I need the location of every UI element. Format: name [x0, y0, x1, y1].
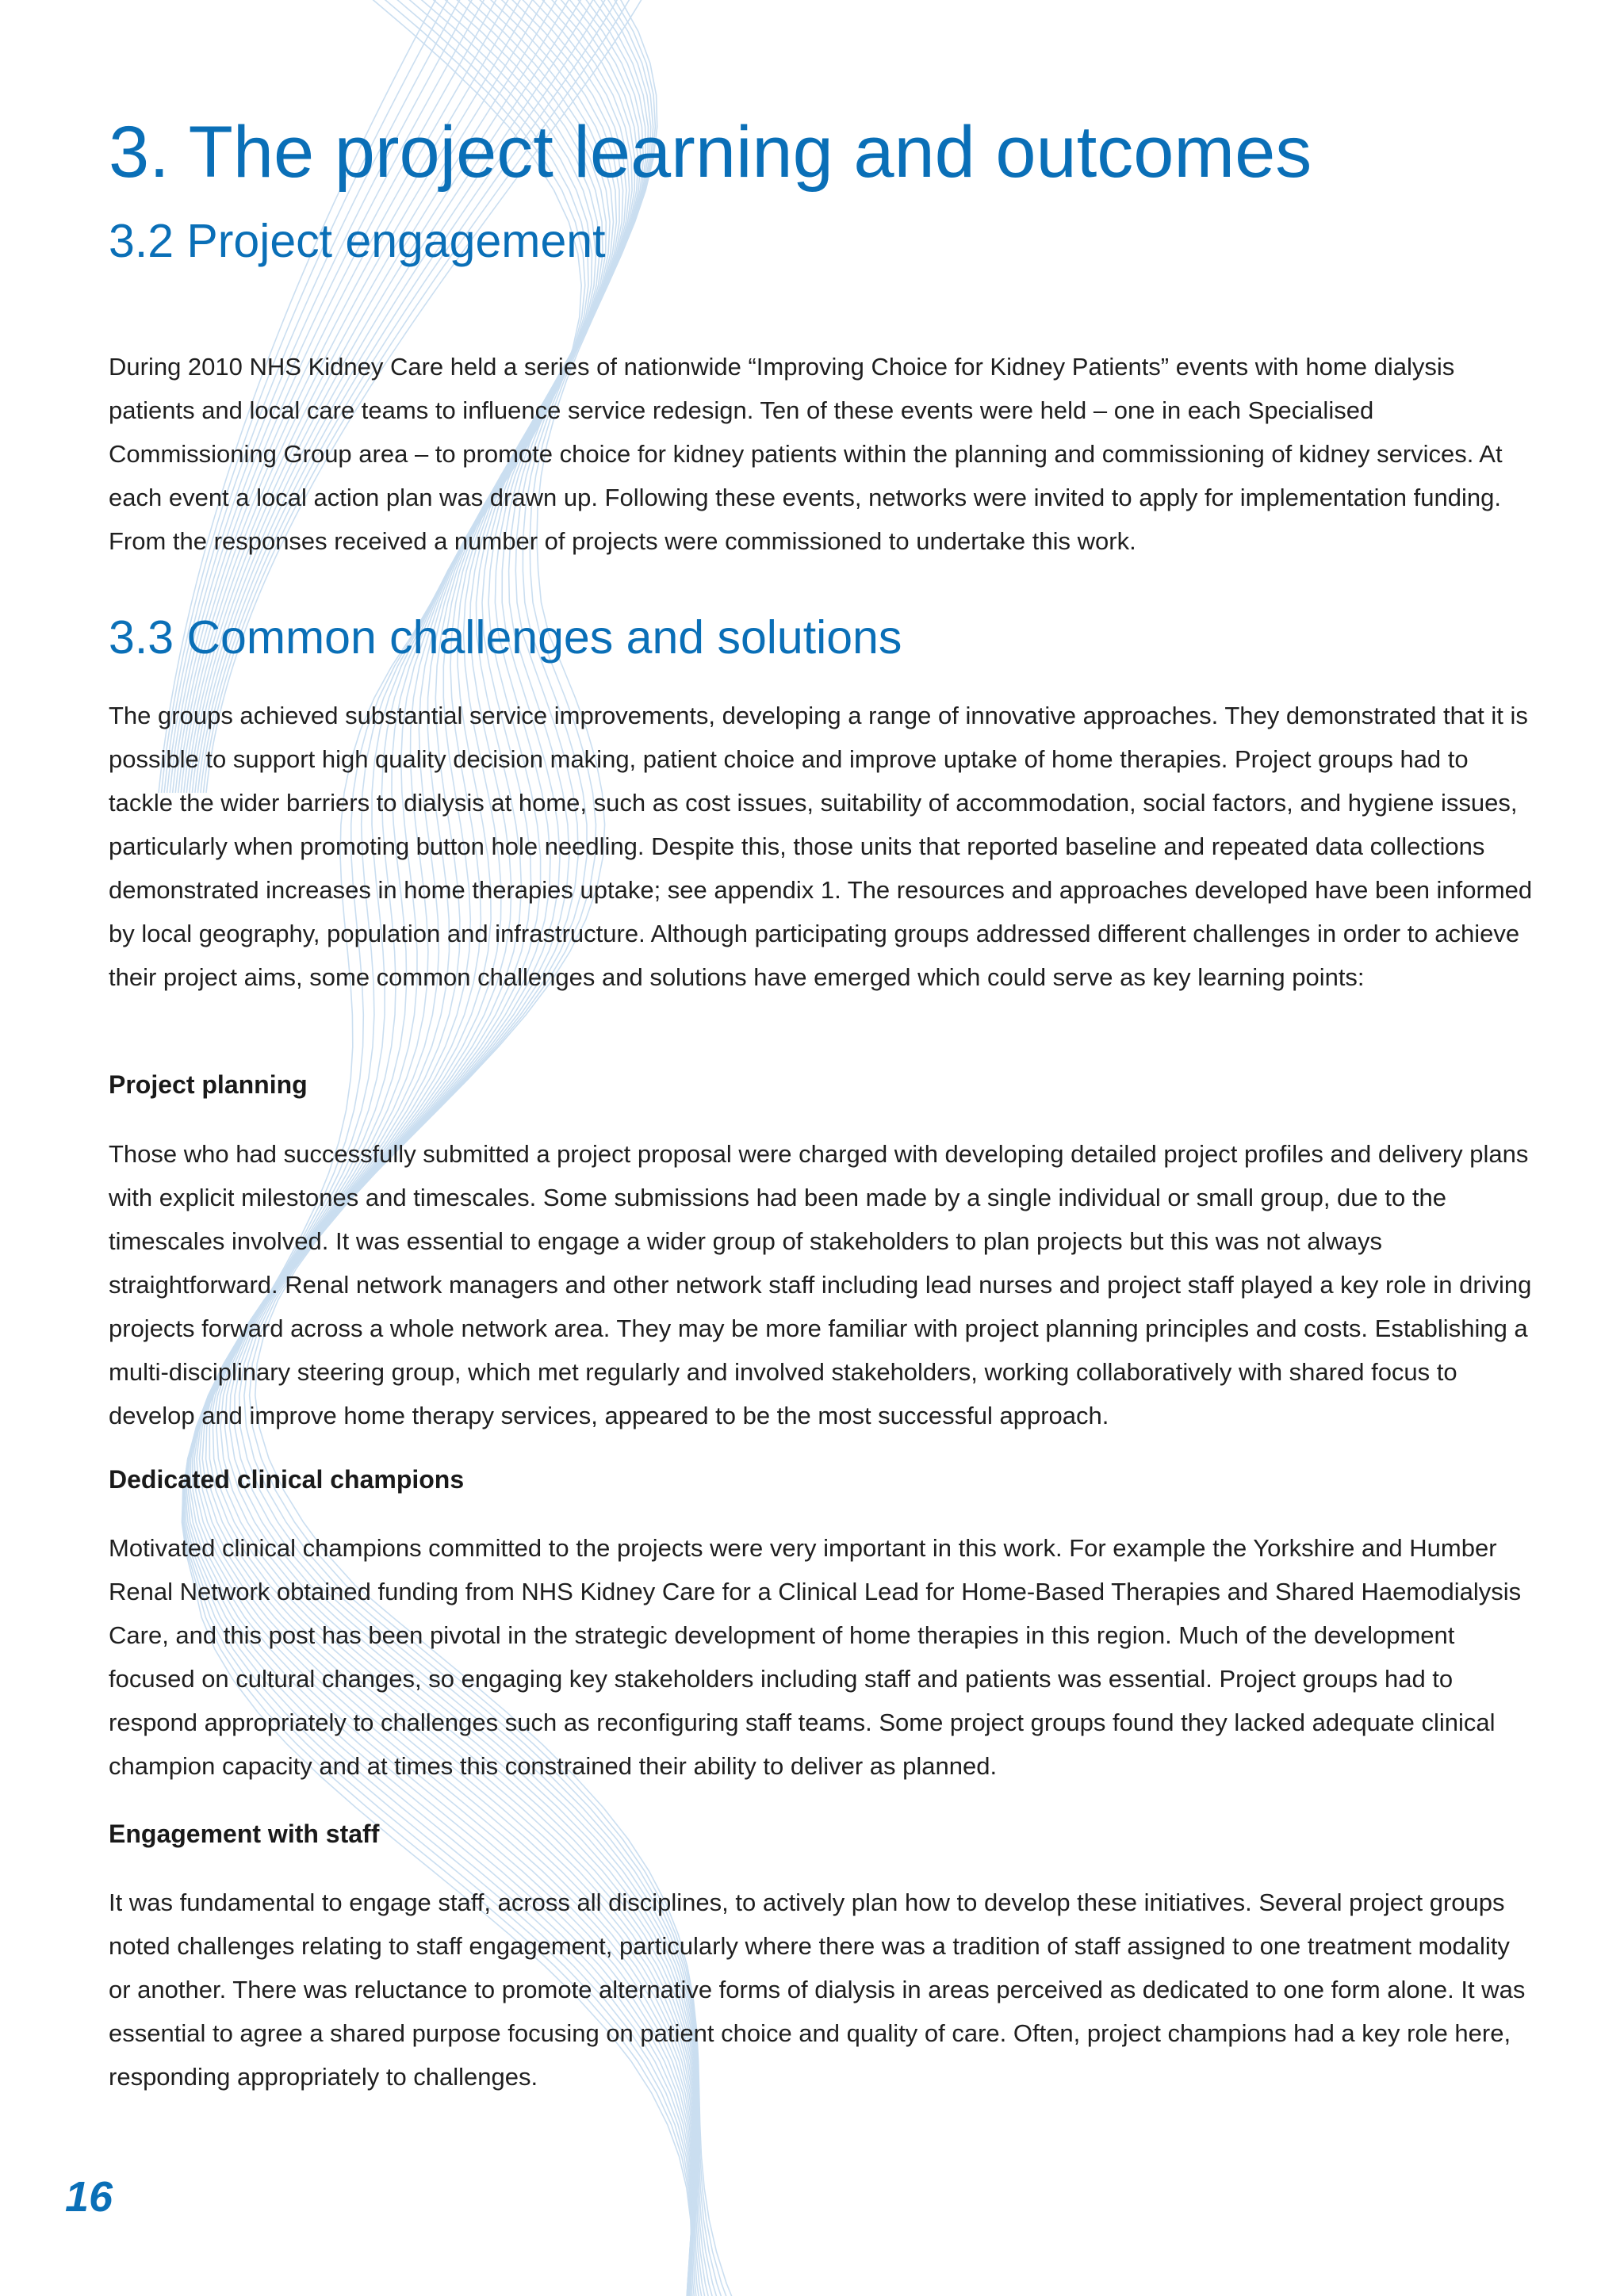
project-planning-paragraph: Those who had successfully submitted a project proposal were charged with developing detailed project profiles and delivery plans with explicit milestones and timescales. Some submissions had been made by a single individual or small group, due to the timescales involved. It was essential to engage a wider group of stakeholders to plan projects but this was not always straightforward. Renal network managers and other network staff including lead nurses and project staff played a key role in driving projects forward across a whole network area. They may be more familiar with project planning principles and costs. Establishing a multi-disciplinary steering group, which met regularly and involved stakeholders, working collaboratively with shared focus to develop and improve home therapy services, appeared to be the most successful approach. [109, 1140, 1532, 1429]
clinical-champions-paragraph: Motivated clinical champions committed to the projects were very important in this work. For example the Yorkshire and Humber Renal Network obtained funding from NHS Kidney Care for a Clinical Lead for Home-Based Therapies and Shared Haemodialysis Care, and this post has been pivotal in the strategic development of home therapies in this region. Much of the development focused on cultural changes, so engaging key stakeholders including staff and patients was essential. Project groups had to respond appropriately to challenges such as reconfiguring staff teams. Some project groups found they lacked adequate clinical champion capacity and at times this constrained their ability to deliver as planned. [109, 1534, 1522, 1780]
subheading-dedicated-clinical-champions: Dedicated clinical champions [109, 1465, 465, 1494]
section-heading-common-challenges: 3.3 Common challenges and solutions [109, 611, 902, 664]
page-number: 16 [65, 2173, 113, 2221]
section-heading-project-engagement: 3.2 Project engagement [109, 215, 606, 267]
project-engagement-paragraph: During 2010 NHS Kidney Care held a series of nationwide “Improving Choice for Kidney Patients” events with home dialysis patients and local care teams to influence service redesign. Ten of these events were held – one in each Specialised Commissioning Group area – to promote choice for kidney patients within the planning and commissioning of kidney services. At each event a local action plan was drawn up. Following these events, networks were invited to apply for implementation funding. From the responses received a number of projects were commissioned to undertake this work. [109, 353, 1503, 555]
common-challenges-intro-paragraph: The groups achieved substantial service improvements, developing a range of innovative approaches. They demonstrated that it is possible to support high quality decision making, patient choice and improve uptake of home therapies. Project groups had to tackle the wider barriers to dialysis at home, such as cost issues, suitability of accommodation, social factors, and hygiene issues, particularly when promoting button hole needling. Despite this, those units that reported baseline and repeated data collections demonstrated increases in home therapies uptake; see appendix 1. The resources and approaches developed have been informed by local geography, population and infrastructure. Although participating groups addressed different challenges in order to achieve their project aims, some common challenges and solutions have emerged which could serve as key learning points: [109, 702, 1533, 991]
engagement-with-staff-paragraph: It was fundamental to engage staff, across all disciplines, to actively plan how to develop these initiatives. Several project groups noted challenges relating to staff engagement, particularly where there was a tradition of staff assigned to one treatment modality or another. There was reluctance to promote alternative forms of dialysis in areas perceived as dedicated to one form alone. It was essential to agree a shared purpose focusing on patient choice and quality of care. Often, project champions had a key role here, responding appropriately to challenges. [109, 1888, 1526, 2091]
subheading-engagement-with-staff: Engagement with staff [109, 1820, 380, 1848]
subheading-project-planning: Project planning [109, 1070, 308, 1099]
page-title: 3. The project learning and outcomes [109, 112, 1312, 193]
